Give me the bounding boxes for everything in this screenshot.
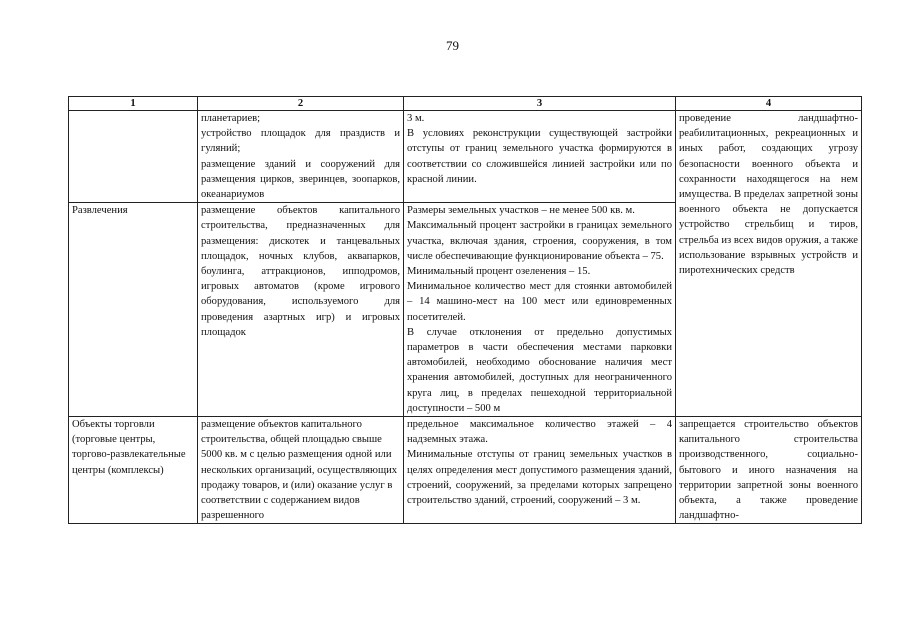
column-header: 3 (404, 97, 676, 111)
cell-use-type (69, 111, 198, 203)
parameter-line: Минимальное количество мест для стоянки автомобилей – 14 машино-мест на 100 мест или единовременных посетителей. (407, 281, 672, 323)
parameter-line: Минимальные отступы от границ земельных участков в целях определения мест допустимого размещения зданий, строений, сооружений, за пределами которых запрещено строительство зданий, строений, сооружений – 3 м. (407, 449, 672, 507)
cell-description (198, 417, 404, 524)
table-row (69, 111, 862, 203)
use-type-label: Объекты торговли (торговые центры, торгово-развлекательные центры (комплексы) (72, 419, 186, 476)
cell-restrictions (676, 111, 862, 417)
column-header: 4 (676, 97, 862, 111)
cell-use-type (69, 417, 198, 524)
cell-parameters (404, 417, 676, 524)
table-row (69, 417, 862, 524)
restriction-text: проведение ландшафтно-реабилитационных, рекреационных и иных работ, создающих угрозу безопасности военного объекта и сохранности находящегося на нем имущества. В пределах запретной зоны военного объекта не допускается устройство стрельбищ и тиров, стрельба из всех видов оружия, а также использование взрывных устройств и пиротехнических средств (679, 113, 858, 277)
restriction-text: запрещается строительство объектов капитального строительства производственного, социально-бытового и иного назначения на территории запретной зоны военного объекта, а также проведение ландшафтно- (679, 419, 858, 522)
regulations-table (68, 96, 862, 524)
table-header-row (69, 97, 862, 111)
use-type-label: Развлечения (72, 205, 128, 217)
parameter-line: Максимальный процент застройки в границах земельного участка, включая здания, строения, сооружения, в том числе обеспечивающие функционирование объекта – 75. (407, 220, 672, 262)
cell-parameters (404, 111, 676, 203)
column-header: 2 (198, 97, 404, 111)
description-line: размещение зданий и сооружений для размещения цирков, зверинцев, зоопарков, океанариумов (201, 158, 400, 201)
parameter-line: 3 м. (407, 113, 425, 124)
page-number: 79 (446, 38, 459, 53)
description-line: устройство площадок для праздиств и гуляний; (201, 128, 400, 155)
cell-description (198, 111, 404, 203)
column-header: 1 (69, 97, 198, 111)
description-line: планетариев; (201, 113, 261, 124)
cell-restrictions (676, 417, 862, 524)
cell-use-type (69, 203, 198, 417)
parameter-line: В условиях реконструкции существующей застройки отступы от границ земельного участка формируются в соответствии со сложившейся линией застройки или по красной линии. (407, 128, 672, 185)
description-line: размещение объектов капитального строительства, предназначенных для размещения: дискотек и танцевальных площадок, ночных клубов, аквапарков, боулинга, аттракционов, ипподромов, игровых автоматов (кроме игрового оборудования, используемого для проведения азартных игр) и игровых площадок (201, 205, 400, 338)
cell-description (198, 203, 404, 417)
parameter-line: Минимальный процент озеленения – 15. (407, 266, 591, 278)
parameter-line: В случае отклонения от предельно допустимых параметров в части обеспечения местами парковки автомобилей, необходимо обоснование наличия мест хранения автомобилей, доступных для неограниченного круга лиц, в пределах пешеходной территориальной доступности – 500 м (407, 326, 672, 414)
cell-parameters (404, 203, 676, 417)
description-line: размещение объектов капитального строительства, общей площадью свыше 5000 кв. м с целью размещения одной или нескольких организаций, осуществляющих продажу товаров, и (или) оказание услуг в соответствии с содержанием видов разрешенного (201, 419, 398, 522)
parameter-line: предельное максимальное количество этажей – 4 надземных этажа. (407, 419, 672, 446)
parameter-line: Размеры земельных участков – не менее 500 кв. м. (407, 205, 635, 217)
